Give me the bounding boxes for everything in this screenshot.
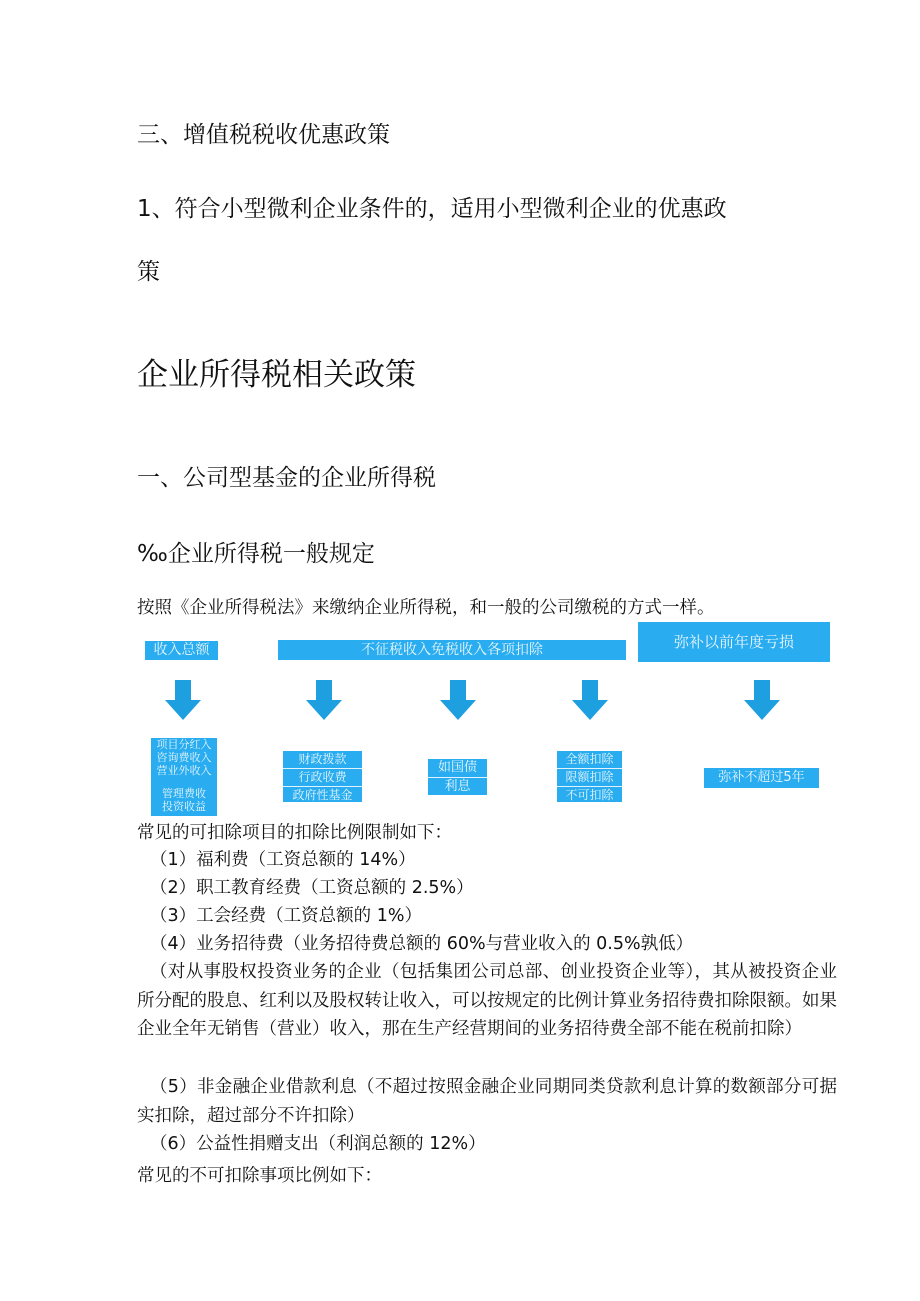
income-item: 项目分红入	[156, 738, 212, 751]
item5-paragraph: （5）非金融企业借款利息（不超过按照金融企业同期同类贷款利息计算的数额部分可据实扣除，超过部分不许扣除）	[137, 1077, 837, 1126]
vat-section-heading: 三、增值税税收优惠政策	[137, 122, 390, 148]
non-taxable-item: 政府性基金	[292, 788, 353, 802]
down-arrow-icon	[744, 680, 780, 720]
deduction-item: 限额扣除	[557, 769, 622, 787]
deductible-item: （1）福利费（工资总额的 14%）	[150, 850, 416, 870]
income-item: 咨询费收入	[156, 751, 212, 764]
income-item: 营业外收入	[156, 764, 212, 777]
income-total-box: 收入总额	[145, 641, 218, 660]
exempt-item: 如国债	[428, 759, 487, 778]
deductible-item: （2）职工教育经费（工资总额的 2.5%）	[150, 878, 474, 898]
sub-sub-title: ‰企业所得税一般规定	[137, 541, 375, 567]
non-taxable-box: 不征税收入免税收入各项扣除	[278, 640, 626, 660]
down-arrow-icon	[165, 680, 201, 720]
down-arrow-icon	[440, 680, 476, 720]
loss-limit-box: 弥补不超过5年	[704, 768, 819, 788]
note-paragraph: （对从事股权投资业务的企业（包括集团公司总部、创业投资企业等），其从被投资企业所分配的股息、红利以及股权转让收入，可以按规定的比例计算业务招待费扣除限额。如果企业全年无销售（营业）收入，那在生产经营期间的业务招待费全部不能在税前扣除）	[137, 962, 837, 1040]
deductible-intro: 常见的可扣除项目的扣除比例限制如下：	[137, 823, 452, 843]
deductible-item: （4）业务招待费（业务招待费总额的 60%与营业收入的 0.5%孰低）	[150, 934, 694, 954]
item6: （6）公益性捐赠支出（利润总额的 12%）	[150, 1134, 486, 1154]
deduction-item: 不可扣除	[565, 788, 614, 802]
exempt-item: 利息	[444, 779, 471, 794]
income-item	[151, 777, 217, 787]
deductible-item: （3）工会经费（工资总额的 1%）	[150, 906, 422, 926]
deduction-item: 全额扣除	[557, 751, 622, 769]
income-item: 投资收益	[162, 800, 206, 813]
deduction-items-box	[557, 751, 622, 802]
income-items-box	[151, 738, 217, 816]
exempt-items-box	[428, 759, 487, 795]
main-title: 企业所得税相关政策	[137, 357, 416, 393]
vat-item1-line1: 1、符合小型微利企业条件的，适用小型微利企业的优惠政	[137, 196, 727, 222]
non-deductible-intro: 常见的不可扣除事项比例如下：	[137, 1166, 382, 1186]
non-taxable-item: 财政拨款	[283, 751, 362, 769]
non-taxable-items-box	[283, 751, 362, 802]
down-arrow-icon	[306, 680, 342, 720]
sub-title: 一、公司型基金的企业所得税	[137, 465, 436, 491]
intro-text: 按照《企业所得税法》来缴纳企业所得税，和一般的公司缴税的方式一样。	[137, 598, 715, 618]
down-arrow-icon	[572, 680, 608, 720]
non-taxable-item: 行政收费	[283, 769, 362, 787]
vat-item1-line2: 策	[137, 259, 160, 285]
income-item: 管理费收	[162, 787, 206, 800]
loss-offset-box: 弥补以前年度亏损	[638, 622, 830, 662]
